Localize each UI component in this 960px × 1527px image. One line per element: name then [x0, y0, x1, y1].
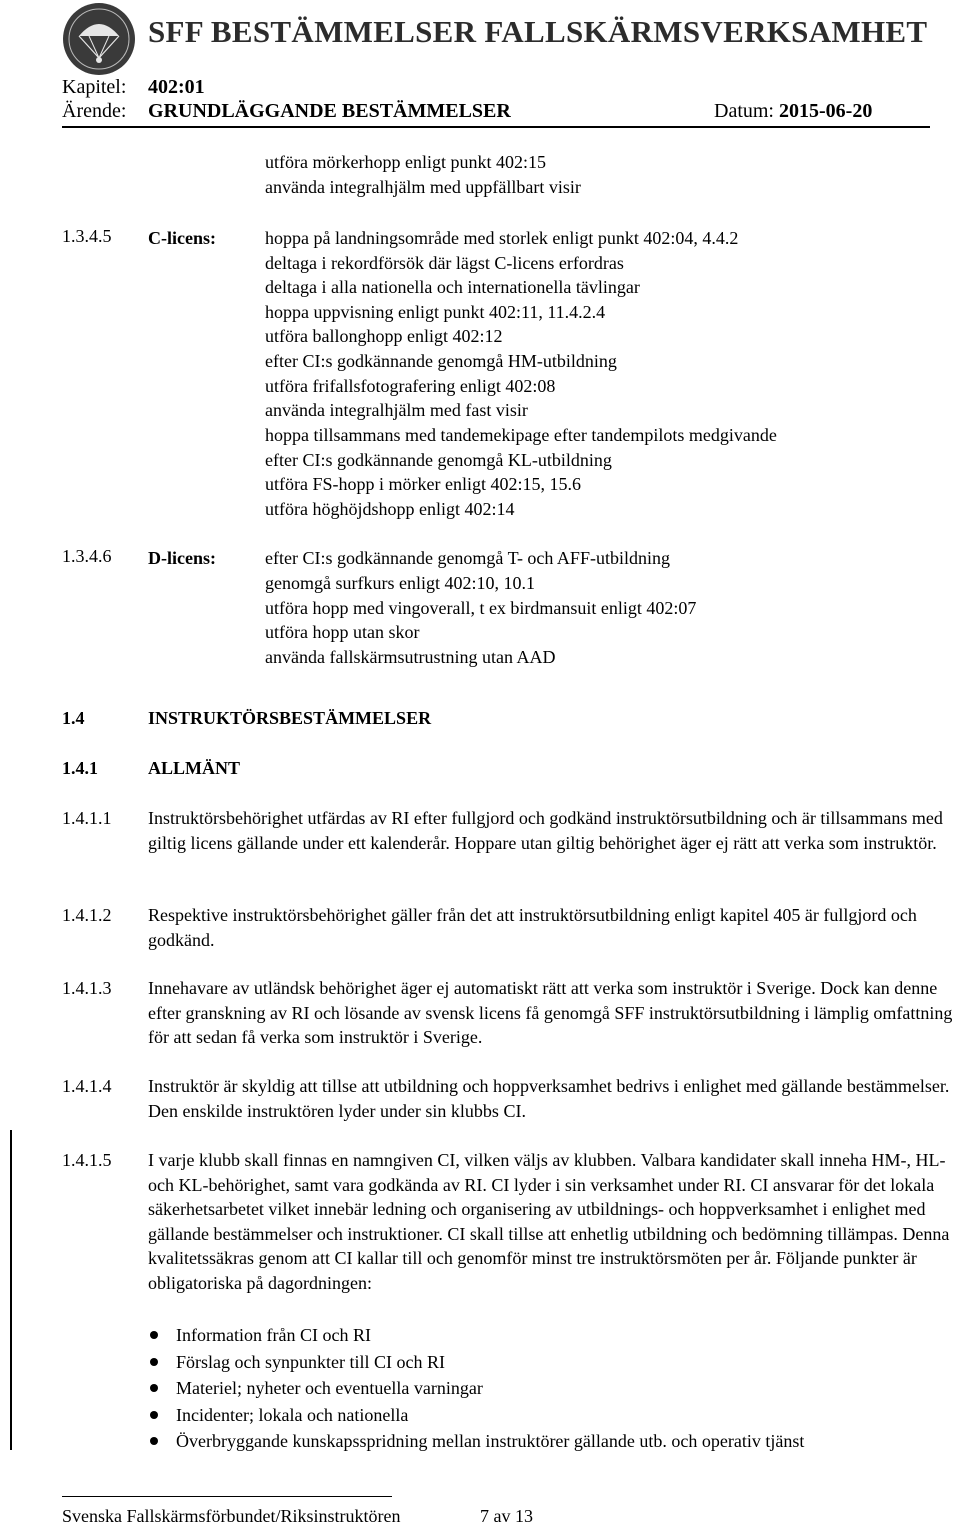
paragraph-number: 1.4.1.2 [62, 905, 112, 925]
list-item: använda fallskärmsutrustning utan AAD [265, 647, 556, 667]
list-item: hoppa på landningsområde med storlek enligt punkt 402:04, 4.4.2 [265, 228, 739, 248]
c-licens-label: C-licens: [148, 228, 216, 248]
footer-rule [62, 1496, 392, 1497]
list-item: Överbryggande kunskapsspridning mellan instruktörer gällande utb. och operativ tjänst [148, 1428, 804, 1455]
list-item: hoppa tillsammans med tandemekipage efter tandempilots medgivande [265, 425, 777, 445]
kapitel-label: Kapitel: [62, 76, 127, 98]
list-item: deltaga i rekordförsök där lägst C-licens erfordras [265, 253, 624, 273]
d-licens-label: D-licens: [148, 548, 216, 568]
list-item: efter CI:s godkännande genomgå T- och AFF-utbildning [265, 548, 670, 568]
agenda-list [148, 1322, 804, 1455]
arende-row [62, 100, 511, 123]
paragraph-text: Innehavare av utländsk behörighet äger ej automatiskt rätt att verka som instruktör i Sverige. Dock kan denne efter granskning av RI och lösande av svensk licens få genomgå SFF instruktörsutbildning i lämplig omfattning för att sedan få verka som instruktör i Sverige. [148, 978, 953, 1048]
document-title: SFF BESTÄMMELSER FALLSKÄRMSVERKSAMHET [148, 14, 928, 49]
paragraph-number: 1.4.1.4 [62, 1076, 112, 1096]
list-item: Förslag och synpunkter till CI och RI [148, 1349, 804, 1376]
list-item: hoppa uppvisning enligt punkt 402:11, 11.4.2.4 [265, 302, 606, 322]
list-item: Incidenter; lokala och nationella [148, 1402, 804, 1429]
list-item: utföra FS-hopp i mörker enligt 402:15, 15.6 [265, 474, 581, 494]
d-licens-number: 1.3.4.6 [62, 546, 112, 566]
list-item: utföra hopp med vingoverall, t ex birdmansuit enligt 402:07 [265, 598, 697, 618]
footer-organization: Svenska Fallskärmsförbundet/Riksinstruktören [62, 1506, 401, 1526]
section-heading: INSTRUKTÖRSBESTÄMMELSER [148, 708, 432, 728]
datum-row [714, 100, 872, 123]
list-item: utföra ballonghopp enligt 402:12 [265, 326, 503, 346]
datum-label: Datum: [714, 100, 774, 122]
paragraph-number: 1.4.1.1 [62, 808, 112, 828]
list-item: använda integralhjälm med fast visir [265, 400, 528, 420]
arende-label: Ärende: [62, 100, 127, 122]
list-item: Information från CI och RI [148, 1322, 804, 1349]
list-item: använda integralhjälm med uppfällbart visir [265, 177, 581, 197]
c-licens-number: 1.3.4.5 [62, 226, 112, 246]
kapitel-row [62, 76, 205, 99]
list-item: utföra frifallsfotografering enligt 402:08 [265, 376, 556, 396]
sff-logo-icon [62, 2, 136, 76]
bullet-icon [150, 1331, 158, 1339]
paragraph-number: 1.4.1.3 [62, 978, 112, 998]
list-item: deltaga i alla nationella och internationella tävlingar [265, 277, 640, 297]
paragraph-number: 1.4.1.5 [62, 1150, 112, 1170]
change-bar [10, 1130, 12, 1450]
datum-value: 2015-06-20 [779, 100, 873, 122]
kapitel-value: 402:01 [148, 76, 205, 98]
bullet-icon [150, 1384, 158, 1392]
paragraph-text: Respektive instruktörsbehörighet gäller från det att instruktörsutbildning enligt kapitel 405 är fullgjord och godkänd. [148, 905, 917, 950]
list-item: utföra mörkerhopp enligt punkt 402:15 [265, 152, 546, 172]
paragraph-text: I varje klubb skall finnas en namngiven CI, vilken väljs av klubben. Valbara kandidater skall inneha HM-, HL- och KL-behörighet, samt vara godkända av RI. CI lyder i sin verksamhet under RI. CI ansvarar för det lokala säkerhetsarbetet vilket innebär ledning och organisering av utbildnings- och hoppverksamhet i enlighet med gällande bestämmelser och instruktioner. CI skall tillse att enhetlig utbildning och bedömning tillämpas. Denna kvalitetssäkras genom att CI kallar till och genomför minst tre instruktörsmöten per år. Följande punkter är obligatoriska på dagordningen: [148, 1150, 950, 1293]
subsection-number: 1.4.1 [62, 758, 98, 778]
paragraph-text: Instruktörsbehörighet utfärdas av RI efter fullgjord och godkänd instruktörsutbildning och är tillsammans med giltig licens gällande under ett kalenderår. Hoppare utan giltig behörighet äger ej rätt att verka som instruktör. [148, 808, 943, 853]
header-rule [62, 126, 930, 128]
list-item: efter CI:s godkännande genomgå KL-utbildning [265, 450, 612, 470]
list-item: genomgå surfkurs enligt 402:10, 10.1 [265, 573, 535, 593]
list-item: Materiel; nyheter och eventuella varningar [148, 1375, 804, 1402]
list-item: utföra hopp utan skor [265, 622, 420, 642]
list-item: efter CI:s godkännande genomgå HM-utbildning [265, 351, 617, 371]
section-number: 1.4 [62, 708, 85, 728]
arende-value: GRUNDLÄGGANDE BESTÄMMELSER [148, 100, 511, 122]
paragraph-text: Instruktör är skyldig att tillse att utbildning och hoppverksamhet bedrivs i enlighet med gällande bestämmelser. Den enskilde instruktören lyder under sin klubbs CI. [148, 1076, 950, 1121]
page-number: 7 av 13 [480, 1506, 533, 1526]
bullet-icon [150, 1411, 158, 1419]
list-item: utföra höghöjdshopp enligt 402:14 [265, 499, 515, 519]
bullet-icon [150, 1437, 158, 1445]
bullet-icon [150, 1358, 158, 1366]
subsection-heading: ALLMÄNT [148, 758, 241, 778]
